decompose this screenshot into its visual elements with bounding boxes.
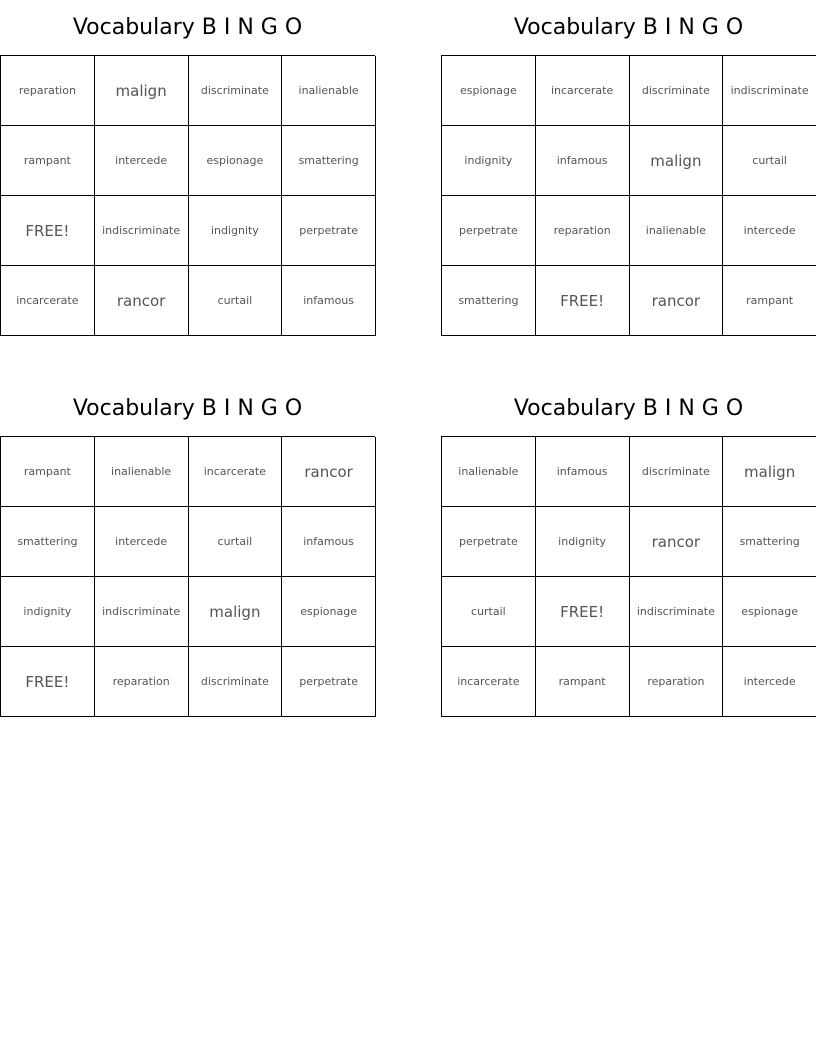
bingo-cell: FREE! [1,196,95,266]
bingo-cell: infamous [536,437,630,507]
bingo-cell: rampant [536,647,630,717]
bingo-cell: perpetrate [442,507,536,577]
bingo-cell: indignity [442,126,536,196]
bingo-cell: indignity [536,507,630,577]
bingo-cell: rampant [723,266,816,336]
bingo-cell: incarcerate [189,437,283,507]
card-title: Vocabulary B I N G O [513,396,744,421]
bingo-cell: inalienable [282,56,376,126]
bingo-cell: inalienable [95,437,189,507]
bingo-cell: intercede [95,507,189,577]
bingo-cell: perpetrate [282,647,376,717]
bingo-cell: indignity [189,196,283,266]
bingo-cell: espionage [723,577,816,647]
bingo-cell: infamous [536,126,630,196]
bingo-cell: intercede [723,196,816,266]
bingo-cell: malign [630,126,724,196]
bingo-cell: malign [95,56,189,126]
bingo-card-2 [441,0,816,336]
bingo-cell: reparation [630,647,724,717]
bingo-cell: espionage [189,126,283,196]
bingo-cell: smattering [282,126,376,196]
card-title: Vocabulary B I N G O [72,15,303,40]
bingo-grid [0,436,375,717]
bingo-cell: rancor [95,266,189,336]
bingo-cell: discriminate [189,56,283,126]
bingo-cell: rampant [1,126,95,196]
bingo-cell: smattering [1,507,95,577]
bingo-grid [441,55,816,336]
bingo-cell: reparation [1,56,95,126]
card-title: Vocabulary B I N G O [72,396,303,421]
bingo-cell: perpetrate [442,196,536,266]
bingo-card-4 [441,381,816,717]
bingo-cell: espionage [442,56,536,126]
bingo-cell: indiscriminate [95,196,189,266]
card-title: Vocabulary B I N G O [513,15,744,40]
bingo-cell: intercede [723,647,816,717]
bingo-card-1 [0,0,375,336]
bingo-cell: rampant [1,437,95,507]
bingo-cell: indiscriminate [630,577,724,647]
bingo-cell: smattering [723,507,816,577]
bingo-cell: incarcerate [1,266,95,336]
bingo-cell: smattering [442,266,536,336]
bingo-cell: rancor [630,266,724,336]
bingo-cell: discriminate [189,647,283,717]
bingo-cell: intercede [95,126,189,196]
bingo-cell: curtail [442,577,536,647]
bingo-cell: espionage [282,577,376,647]
bingo-cell: FREE! [536,266,630,336]
bingo-cell: FREE! [536,577,630,647]
bingo-cell: inalienable [630,196,724,266]
bingo-cell: infamous [282,507,376,577]
bingo-cell: rancor [282,437,376,507]
bingo-cell: incarcerate [536,56,630,126]
bingo-cell: curtail [189,507,283,577]
bingo-cell: FREE! [1,647,95,717]
bingo-cell: curtail [189,266,283,336]
bingo-cell: discriminate [630,437,724,507]
bingo-cell: perpetrate [282,196,376,266]
bingo-grid [0,55,375,336]
bingo-cell: malign [189,577,283,647]
bingo-cell: inalienable [442,437,536,507]
bingo-cell: reparation [95,647,189,717]
bingo-cell: curtail [723,126,816,196]
bingo-grid [441,436,816,717]
bingo-cell: indignity [1,577,95,647]
bingo-cell: rancor [630,507,724,577]
bingo-cell: malign [723,437,816,507]
bingo-card-3 [0,381,375,717]
bingo-cell: indiscriminate [723,56,816,126]
bingo-cell: indiscriminate [95,577,189,647]
bingo-cell: infamous [282,266,376,336]
bingo-cell: discriminate [630,56,724,126]
bingo-cell: incarcerate [442,647,536,717]
bingo-cell: reparation [536,196,630,266]
